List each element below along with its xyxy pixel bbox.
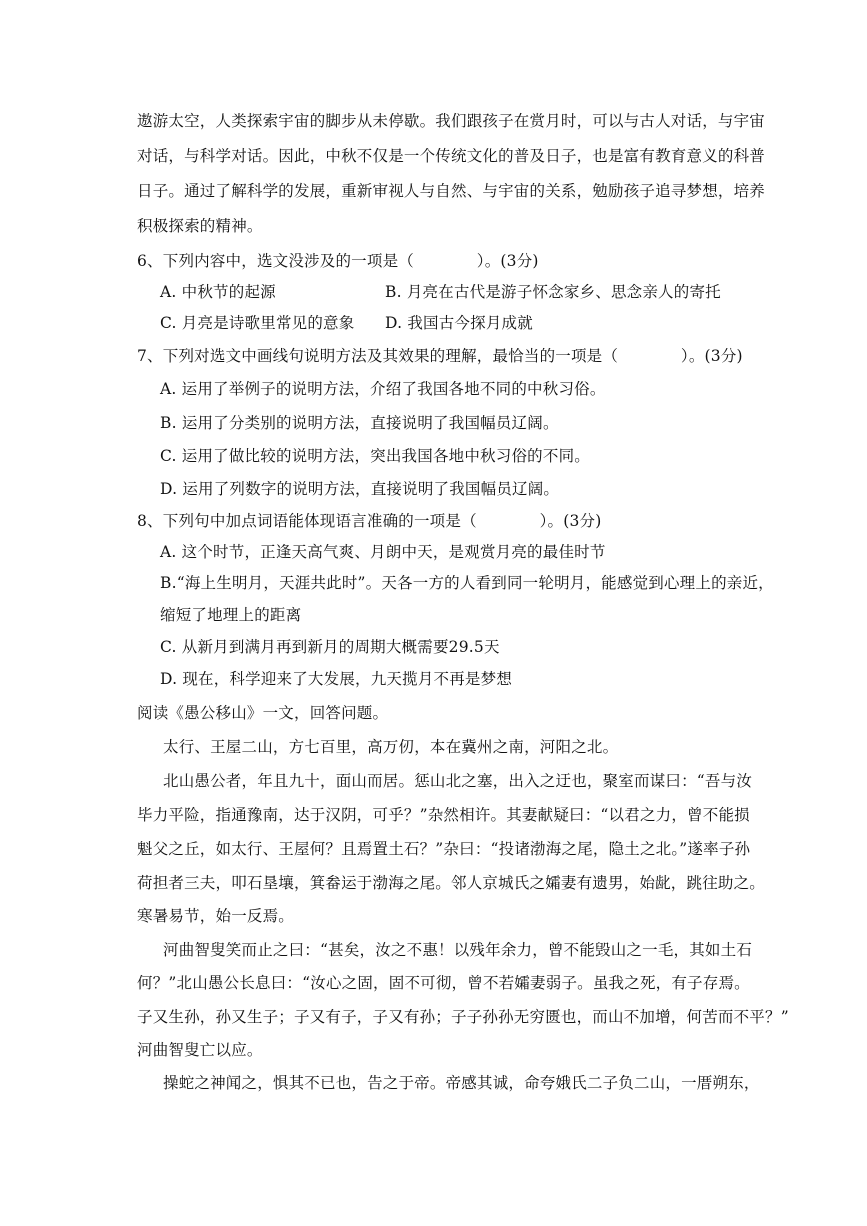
passage-line-4: 积极探索的精神。 [137, 217, 263, 235]
reading-paragraph-3-line-2: 何？”北山愚公长息曰：“汝心之固，固不可彻，曾不若孀妻弱子。虽我之死，有子存焉。 [137, 974, 750, 992]
question-6-option-b: B. 月亮在古代是游子怀念家乡、思念亲人的寄托 [385, 283, 721, 301]
question-7-option-a: A. 运用了举例子的说明方法，介绍了我国各地不同的中秋习俗。 [160, 380, 606, 398]
passage-line-1: 遨游太空，人类探索宇宙的脚步从未停歇。我们跟孩子在赏月时，可以与古人对话，与宇宙 [137, 112, 766, 130]
question-6-stem: 6、下列内容中，选文没涉及的一项是（ ）。(3分) [137, 252, 539, 270]
reading-paragraph-2-line-4: 荷担者三夫，叩石垦壤，箕畚运于渤海之尾。邻人京城氏之孀妻有遗男，始龀，跳往助之。 [137, 874, 766, 892]
question-6-option-c: C. 月亮是诗歌里常见的意象 [160, 314, 355, 332]
question-6-option-d: D. 我国古今探月成就 [385, 314, 533, 332]
reading-paragraph-4-line-1: 操蛇之神闻之，惧其不已也，告之于帝。帝感其诚，命夸娥氏二子负二山，一厝朔东， [163, 1074, 760, 1092]
question-6-option-a: A. 中秋节的起源 [160, 283, 276, 301]
question-8-option-c: C. 从新月到满月再到新月的周期大概需要29.5天 [160, 638, 500, 656]
question-8-stem: 8、下列句中加点词语能体现语言准确的一项是（ ）。(3分) [137, 512, 602, 530]
reading-paragraph-1: 太行、王屋二山，方七百里，高万仞，本在冀州之南，河阳之北。 [163, 738, 619, 756]
question-7-option-b: B. 运用了分类别的说明方法，直接说明了我国幅员辽阔。 [160, 414, 559, 432]
reading-instruction: 阅读《愚公移山》一文，回答问题。 [137, 704, 389, 722]
reading-paragraph-3-line-4: 河曲智叟亡以应。 [137, 1041, 263, 1059]
reading-paragraph-2-line-5: 寒暑易节，始一反焉。 [137, 907, 295, 925]
reading-paragraph-2-line-2: 毕力平险，指通豫南，达于汉阴，可乎？”杂然相许。其妻献疑曰：“以君之力，曾不能损 [137, 806, 750, 824]
passage-line-2: 对话，与科学对话。因此，中秋不仅是一个传统文化的普及日子，也是富有教育意义的科普 [137, 147, 766, 165]
reading-paragraph-2-line-1: 北山愚公者，年且九十，面山而居。惩山北之塞，出入之迂也，聚室而谋曰：“吾与汝 [163, 772, 753, 790]
question-7-option-d: D. 运用了列数字的说明方法，直接说明了我国幅员辽阔。 [160, 480, 560, 498]
reading-paragraph-3-line-1: 河曲智叟笑而止之曰：“甚矣，汝之不惠！以残年余力，曾不能毁山之一毛，其如土石 [163, 941, 753, 959]
question-7-stem: 7、下列对选文中画线句说明方法及其效果的理解，最恰当的一项是（ ）。(3分) [137, 347, 743, 365]
question-8-option-b-line-1: B.“海上生明月，天涯共此时”。天各一方的人看到同一轮明月，能感觉到心理上的亲近， [160, 574, 774, 592]
question-8-option-d: D. 现在，科学迎来了大发展，九天揽月不再是梦想 [160, 670, 513, 688]
reading-paragraph-2-line-3: 魁父之丘，如太行、王屋何？且焉置土石？”杂曰：“投诸渤海之尾，隐土之北。”遂率子孙 [137, 840, 751, 858]
passage-line-3: 日子。通过了解科学的发展，重新审视人与自然、与宇宙的关系，勉励孩子追寻梦想，培养 [137, 182, 766, 200]
question-8-option-a: A. 这个时节，正逢天高气爽、月朗中天，是观赏月亮的最佳时节 [160, 543, 606, 561]
reading-paragraph-3-line-3: 子又生孙，孙又生子；子又有子，子又有孙；子子孙孙无穷匮也，而山不加增，何苦而不平？” [137, 1008, 789, 1026]
question-8-option-b-line-2: 缩短了地理上的距离 [160, 606, 302, 624]
question-7-option-c: C. 运用了做比较的说明方法，突出我国各地中秋习俗的不同。 [160, 447, 590, 465]
